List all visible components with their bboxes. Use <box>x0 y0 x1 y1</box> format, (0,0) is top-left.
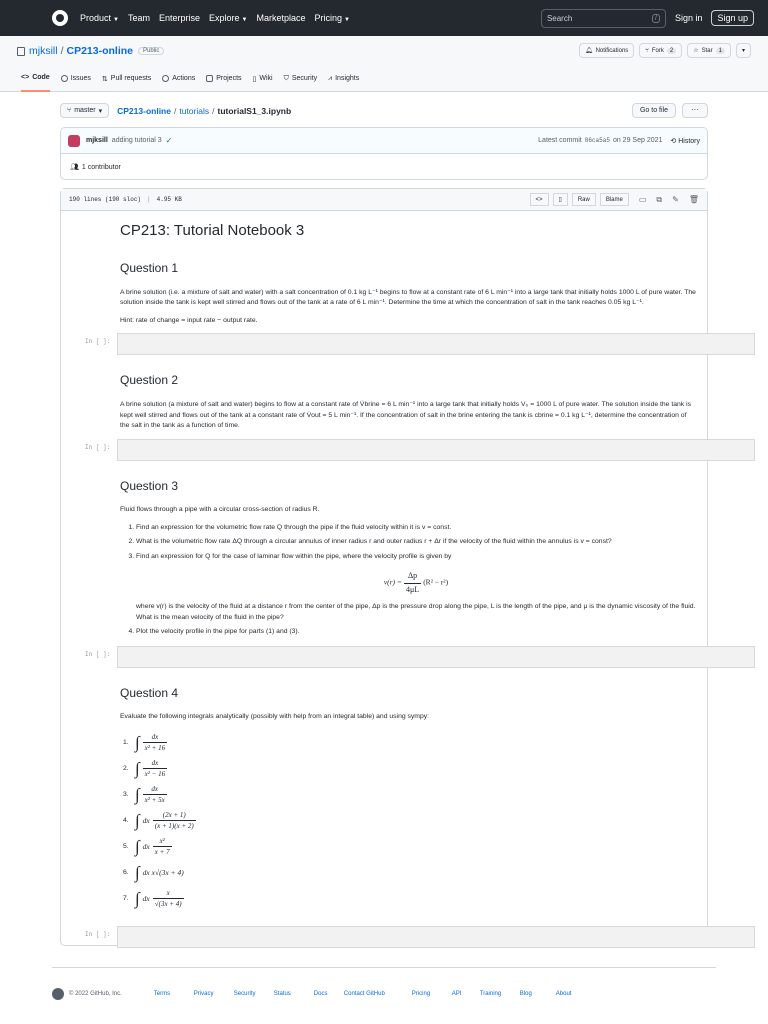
file-size: 4.95 KB <box>156 196 182 203</box>
code-cell-input[interactable] <box>117 926 755 948</box>
pull-request-icon: ⇅ <box>101 75 108 83</box>
code-icon: <> <box>21 74 30 81</box>
nav-team[interactable]: Team <box>127 13 150 23</box>
commit-date: on 29 Sep 2021 <box>612 137 663 144</box>
repo-owner-link[interactable]: mjksill <box>29 45 58 57</box>
site-footer <box>52 967 716 997</box>
notebook-content <box>85 219 696 964</box>
footer-link[interactable]: API <box>451 991 462 997</box>
people-icon: 👥︎ <box>70 164 79 171</box>
commit-sha-link[interactable]: 86ca5a5 <box>584 137 610 144</box>
repo-icon <box>17 47 25 56</box>
copy-icon[interactable]: ⧉ <box>656 194 663 204</box>
branch-icon: ⑂ <box>67 107 72 114</box>
footer-link[interactable]: Security <box>233 991 256 997</box>
fraction: $\frac{dx}{\text{x² − 16}}$ <box>144 758 166 779</box>
search-input[interactable]: Search / <box>541 9 666 28</box>
integral-item: 1. ∫ $\frac{dx}{\text{x² + 16}}$ <box>123 732 166 753</box>
graph-icon: ⩘ <box>328 74 333 82</box>
footer-link[interactable]: Pricing <box>411 991 431 997</box>
tab-issues[interactable]: Issues <box>61 74 91 92</box>
commit-box <box>60 127 708 180</box>
footer-link[interactable]: Training <box>479 991 502 997</box>
repo-name-link[interactable]: CP213-online <box>66 45 134 57</box>
integral-item: 5. ∫ dx $\frac{\text{x²}}{x + 7}$ <box>123 836 170 857</box>
footer-links <box>154 991 596 997</box>
notifications-button[interactable]: 🔔︎ Notifications <box>579 43 634 58</box>
integral-item: 6. ∫ dx x√(3x + 4) <box>123 863 184 883</box>
repo-actions <box>579 43 751 58</box>
file-viewer <box>60 188 708 946</box>
fork-icon: ⑂ <box>645 47 649 54</box>
bell-icon: 🔔︎ <box>584 48 593 54</box>
path-separator: / <box>212 105 215 116</box>
github-logo-icon[interactable] <box>52 10 68 26</box>
question-1-heading: Question 1 <box>120 261 179 276</box>
breadcrumb-repo-link[interactable]: CP213-online <box>117 105 171 116</box>
nav-explore[interactable]: Explore ▼ <box>209 13 248 23</box>
integral-sign: ∫ <box>135 863 140 883</box>
code-cell <box>85 646 696 668</box>
integral-sign: ∫ <box>135 889 140 909</box>
velocity-formula: v(r) = $\frac{\Delta p}{4\mu L}$ (R² − r²) <box>136 570 696 596</box>
star-dropdown-button[interactable] <box>736 43 751 58</box>
integral-item: 7. ∫ dx $\frac{x}{√(3x + 4)}$ <box>123 888 182 909</box>
blame-button[interactable]: Blame <box>600 193 629 206</box>
fork-button[interactable]: ⑂ Fork 2 <box>639 43 682 58</box>
nav-pricing[interactable]: Pricing ▼ <box>314 13 350 23</box>
star-icon: ☆ <box>693 48 699 54</box>
tab-code[interactable]: <> Code <box>21 74 50 92</box>
question-3-list <box>136 523 696 638</box>
footer-link[interactable]: Privacy <box>193 991 214 997</box>
raw-button[interactable]: Raw <box>572 193 596 206</box>
chevron-down-icon: ▾ <box>98 107 103 115</box>
commit-author-link[interactable]: mjksill <box>86 137 108 144</box>
chevron-down-icon: ▾ <box>741 48 745 54</box>
path-separator: / <box>60 45 64 57</box>
repo-tabs <box>21 74 359 92</box>
sign-in-link[interactable]: Sign in <box>674 13 703 23</box>
table-icon <box>206 75 213 82</box>
file-header <box>61 189 707 211</box>
go-to-file-button[interactable]: Go to file <box>632 103 676 118</box>
display-source-button[interactable] <box>530 193 549 206</box>
question-3-heading: Question 3 <box>120 478 179 493</box>
tab-wiki[interactable]: ▯ Wiki <box>252 75 273 83</box>
integral-item: 2. ∫ $\frac{dx}{\text{x² − 16}}$ <box>123 758 166 779</box>
footer-row <box>52 988 716 1000</box>
fraction: $\frac{\text{x²}}{x + 7}$ <box>154 836 170 857</box>
nav-enterprise[interactable]: Enterprise <box>159 13 201 23</box>
chevron-down-icon: ▼ <box>241 17 248 23</box>
question-3-intro: Fluid flows through a pipe with a circular cross-section of radius R. <box>120 506 320 514</box>
integral-item: 4. ∫ dx $\frac{(2x + 1)}{(x + 1)(x + 2)}$ <box>123 810 194 831</box>
copyright: © 2022 GitHub, Inc. <box>69 991 122 997</box>
input-prompt: In [ ]: <box>85 443 111 451</box>
file-lines: 190 lines (190 sloc) <box>69 196 142 203</box>
code-cell <box>85 926 696 948</box>
visibility-badge: Public <box>138 47 164 55</box>
pencil-icon[interactable]: ✎ <box>672 195 679 204</box>
commit-message-link[interactable]: adding tutorial 3 <box>111 137 162 144</box>
file-tools <box>530 193 700 206</box>
file-icon: ▯ <box>558 197 562 203</box>
fraction: $\frac{x}{√(3x + 4)}$ <box>154 888 182 909</box>
question-4-intro: Evaluate the following integrals analytically (possibly with help from an integral table) and using sympy: <box>120 713 430 721</box>
latest-commit-label: Latest commit <box>538 137 582 144</box>
display-rendered-button[interactable] <box>553 193 568 206</box>
footer-link[interactable]: Terms <box>153 991 171 997</box>
star-count: 1 <box>716 48 725 54</box>
nav-marketplace[interactable]: Marketplace <box>256 13 306 23</box>
footer-link[interactable]: Status <box>273 991 291 997</box>
list-item: 2. What is the volumetric flow rate ΔQ through a circular annulus of inner radius r and outer radius r + Δr if the velocity of the fluid within the annulus is v = const? <box>136 537 696 548</box>
nav-product[interactable]: Product ▼ <box>80 13 119 23</box>
chevron-down-icon: ▼ <box>344 17 350 23</box>
contributors-row[interactable]: 👥︎ 1 contributor <box>70 163 121 171</box>
code-cell-input[interactable] <box>117 333 755 355</box>
code-cell-input[interactable] <box>117 646 755 668</box>
integral-sign: ∫ <box>135 811 140 831</box>
history-icon: ⟲ <box>670 137 677 145</box>
top-header <box>0 0 768 36</box>
repo-header <box>0 36 768 92</box>
footer-link[interactable]: About <box>555 991 572 997</box>
book-icon: ▯ <box>252 75 257 83</box>
integral-sign: ∫ <box>135 837 140 857</box>
code-cell <box>85 439 696 461</box>
fork-count: 2 <box>667 48 676 54</box>
slash-key-icon: / <box>652 14 660 23</box>
tab-security[interactable]: ⛉ Security <box>283 74 318 82</box>
input-prompt: In [ ]: <box>85 338 111 346</box>
integral-sign: ∫ <box>135 785 140 805</box>
issue-icon <box>61 75 68 82</box>
tab-pull-requests[interactable]: ⇅ Pull requests <box>101 75 152 83</box>
fraction: $\frac{dx}{\text{x² + 5x}}$ <box>144 784 165 805</box>
separator: | <box>147 196 151 203</box>
tab-actions[interactable]: Actions <box>162 74 195 92</box>
question-2-text: A brine solution (a mixture of salt and water) begins to flow at a constant rate of V̇brine = 6 L min⁻¹ into a large tank that initially holds V₀ = 1000 L of pure water. The solution inside the tank is kept well stirred and flows out of the tank at a constant rate of V̇out = 5 L min⁻¹. If the concentration of salt in the brine entering the tank is cbrine = 0.1 kg L⁻¹, determine the concentration of the salt in the tank as a function of time. <box>120 401 691 430</box>
branch-select[interactable]: ⑂ master ▾ <box>60 103 109 118</box>
desktop-icon[interactable]: ▭ <box>638 195 647 204</box>
shield-icon: ⛉ <box>283 74 289 82</box>
check-icon[interactable]: ✓ <box>165 136 173 145</box>
integral-sign: ∫ <box>135 759 140 779</box>
tab-insights[interactable]: ⩘ Insights <box>328 74 360 82</box>
repo-title <box>17 45 164 57</box>
chevron-down-icon: ▼ <box>113 17 119 23</box>
question-1-text: A brine solution (i.e. a mixture of salt and water) with a salt concentration of 0.1 kg L⁻¹ begins to flow at a constant rate of 6 L min⁻¹ into a large tank that initially holds 1000 L of pure water. The solution inside the tank is kept well stirred and flows out of the tank at a rate of 6 L min⁻¹. Determine the time at which the concentration of salt in the tank reaches 0.05 kg L⁻¹. <box>120 288 696 307</box>
input-prompt: In [ ]: <box>85 930 111 938</box>
avatar[interactable] <box>68 135 80 147</box>
breadcrumb <box>60 103 708 118</box>
list-item: 4. Plot the velocity profile in the pipe for parts (1) and (3). <box>136 627 696 638</box>
play-icon <box>162 75 169 82</box>
integral-list <box>123 730 696 912</box>
more-options-button[interactable]: ··· <box>682 103 708 118</box>
code-icon: <> <box>535 196 543 203</box>
breadcrumb-folder-link[interactable]: tutorials <box>179 105 210 116</box>
input-prompt: In [ ]: <box>85 650 111 658</box>
notebook-title: CP213: Tutorial Notebook 3 <box>120 222 305 239</box>
top-nav <box>80 13 350 23</box>
code-cell <box>85 333 696 355</box>
question-4-heading: Question 4 <box>120 685 179 700</box>
list-item: 3. Find an expression for Q for the case of laminar flow within the pipe, where the velocity profile is given by v(r) = $\frac{\Delta p}{4\mu L}$ (R² − r²) where v(r) is the velocity of the fluid at a distance r from the center of the pipe, Δp is the pressure drop along the pipe, L is the length of the pipe, and μ is the dynamic viscosity of the fluid. What is the mean velocity of the fluid in the pipe? <box>136 552 696 623</box>
github-logo-icon[interactable] <box>52 988 64 1000</box>
sign-up-button[interactable]: Sign up <box>711 10 754 26</box>
history-link[interactable]: ⟲ History <box>670 137 700 145</box>
footer-link[interactable]: Docs <box>313 991 328 997</box>
tab-projects[interactable]: Projects <box>206 74 241 92</box>
fraction: $\frac{(2x + 1)}{(x + 1)(x + 2)}$ <box>154 810 194 831</box>
breadcrumb-file: tutorialS1_3.ipynb <box>217 105 292 116</box>
integral-sign: ∫ <box>135 733 140 753</box>
path-separator: / <box>173 105 177 116</box>
footer-link[interactable]: Contact GitHub <box>343 991 385 997</box>
code-cell-input[interactable] <box>117 439 755 461</box>
question-2-heading: Question 2 <box>120 373 179 388</box>
fraction: $\frac{dx}{\text{x² + 16}}$ <box>144 732 166 753</box>
star-button[interactable]: ☆ Star 1 <box>687 43 731 58</box>
latest-commit-row <box>61 128 707 154</box>
footer-link[interactable]: Blog <box>519 991 532 997</box>
trash-icon[interactable]: 🗑︎ <box>688 195 699 204</box>
fraction: $\frac{\Delta p}{4\mu L}$ <box>406 571 420 594</box>
question-1-hint: Hint: rate of change = input rate − output rate. <box>120 316 258 324</box>
list-item: 1. Find an expression for the volumetric flow rate Q through the pipe if the fluid velocity within it is v = const. <box>136 523 696 534</box>
integral-item: 3. ∫ $\frac{dx}{\text{x² + 5x}}$ <box>123 784 165 805</box>
